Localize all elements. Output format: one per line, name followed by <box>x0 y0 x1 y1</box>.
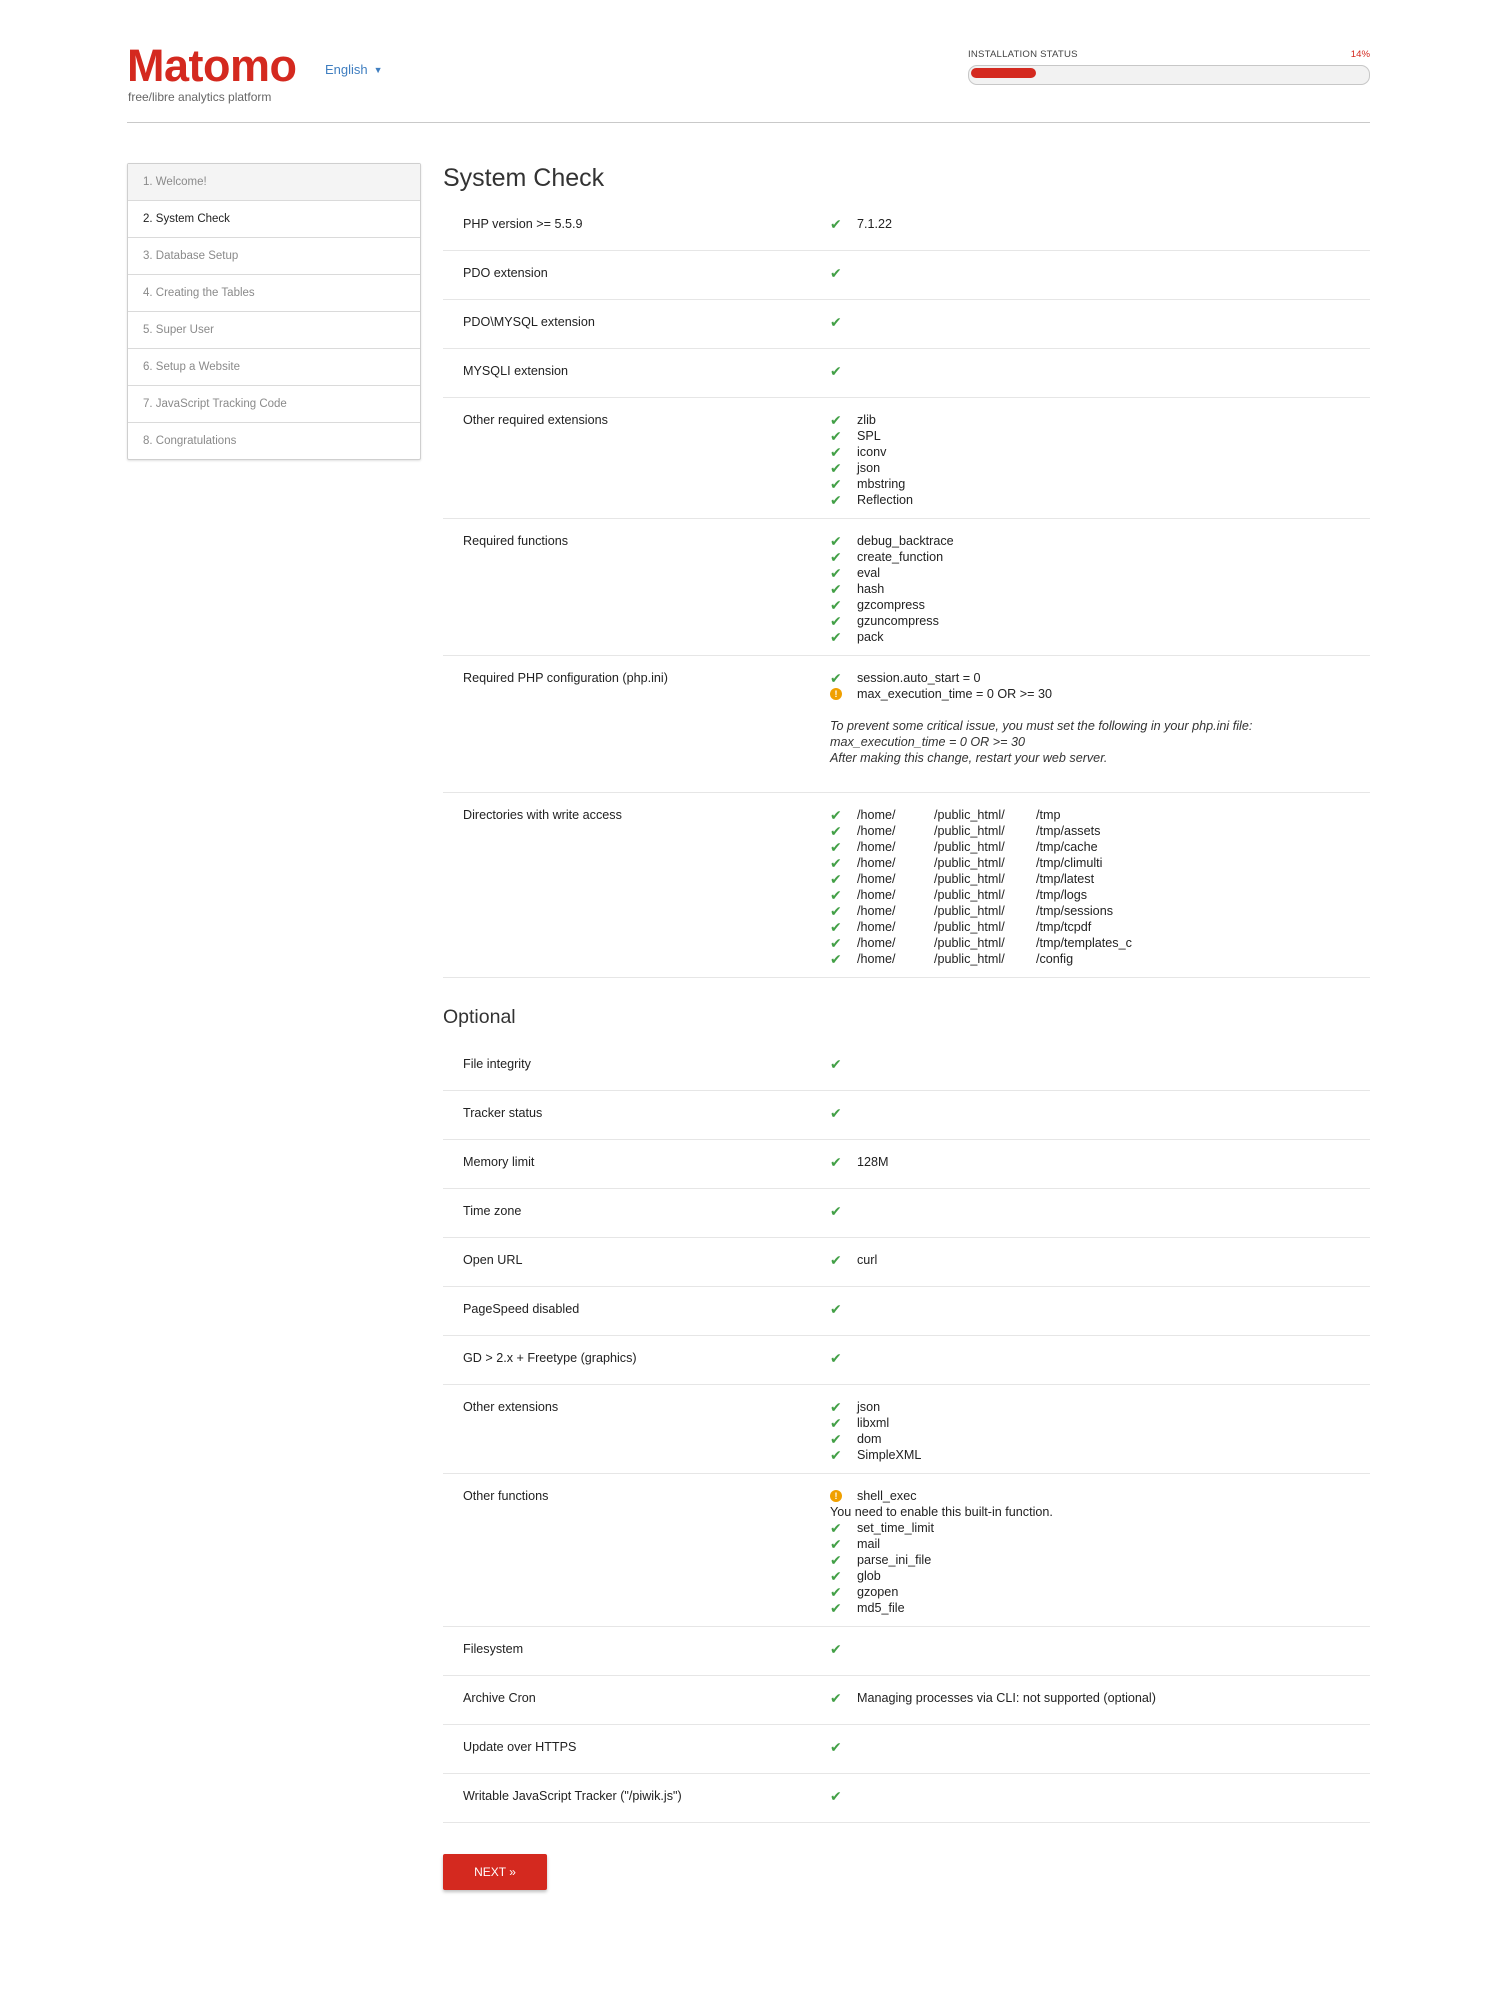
check-icon: ✔ <box>830 1056 842 1072</box>
check-item-text: glob <box>857 1569 881 1583</box>
directory-path-part: /tmp/logs <box>1036 888 1088 902</box>
directory-path <box>857 951 1073 967</box>
check-icon: ✔ <box>830 597 842 613</box>
check-value <box>830 1690 1370 1714</box>
check-value <box>830 412 1370 508</box>
check-item <box>830 492 1370 508</box>
check-item-text: SimpleXML <box>857 1448 922 1462</box>
check-row <box>443 1042 1370 1091</box>
check-label: Directories with write access <box>463 808 622 822</box>
check-item <box>830 597 1370 613</box>
check-item-text: iconv <box>857 445 887 459</box>
check-item <box>830 1415 1370 1431</box>
check-icon: ✔ <box>830 216 842 232</box>
logo-wordmark: Matomo <box>127 40 297 91</box>
check-item-text: Reflection <box>857 493 914 507</box>
check-item <box>830 1488 1370 1504</box>
check-icon: ✔ <box>830 412 842 428</box>
directory-path-part: /public_html/ <box>934 904 1005 918</box>
check-item-text: mail <box>857 1537 881 1551</box>
directory-path-part: /tmp/tcpdf <box>1036 920 1092 934</box>
directory-path <box>857 807 1061 823</box>
check-icon: ✔ <box>830 1536 842 1552</box>
check-row <box>443 1474 1370 1627</box>
check-icon: ✔ <box>830 1105 842 1121</box>
check-icon: ✔ <box>830 565 842 581</box>
directory-path-part: /home/ <box>857 936 896 950</box>
check-row <box>443 1140 1370 1189</box>
check-icon: ✔ <box>830 629 842 645</box>
check-item-text: dom <box>857 1432 882 1446</box>
system-check-list <box>443 202 1370 978</box>
directory-path-part: /tmp/sessions <box>1036 904 1113 918</box>
check-value <box>830 1252 1370 1276</box>
check-row <box>443 398 1370 519</box>
step-item[interactable]: 4. Creating the Tables <box>128 274 420 311</box>
check-row <box>443 202 1370 251</box>
check-row <box>443 349 1370 398</box>
check-row <box>443 656 1370 793</box>
check-icon: ✔ <box>830 1399 842 1415</box>
check-item <box>830 1520 1370 1536</box>
check-item-text: json <box>857 1400 881 1414</box>
check-value <box>830 1788 1370 1812</box>
config-note <box>830 718 1370 766</box>
check-item-text: hash <box>857 582 885 596</box>
check-item-text: gzopen <box>857 1585 899 1599</box>
check-item <box>830 1399 1370 1415</box>
check-icon: ✔ <box>830 1641 842 1657</box>
directory-item <box>830 887 1370 903</box>
check-icon: ✔ <box>830 670 842 686</box>
check-item <box>830 412 1370 428</box>
check-value <box>830 1739 1370 1763</box>
check-icon: ✔ <box>830 951 842 967</box>
optional-check-list <box>443 1042 1370 1823</box>
check-label: Writable JavaScript Tracker ("/piwik.js") <box>463 1789 682 1803</box>
check-row <box>443 793 1370 978</box>
directory-path-part: /home/ <box>857 840 896 854</box>
check-icon: ✔ <box>830 581 842 597</box>
directory-path <box>857 871 1094 887</box>
directory-path <box>857 887 1087 903</box>
check-item-text: 7.1.22 <box>857 217 893 231</box>
step-item[interactable]: 3. Database Setup <box>128 237 420 274</box>
step-item[interactable]: 7. JavaScript Tracking Code <box>128 385 420 422</box>
check-row <box>443 1091 1370 1140</box>
check-label: Update over HTTPS <box>463 1740 577 1754</box>
check-item <box>830 1584 1370 1600</box>
check-row <box>443 1725 1370 1774</box>
directory-path <box>857 823 1100 839</box>
directory-path <box>857 839 1098 855</box>
directory-path <box>857 919 1091 935</box>
check-icon: ✔ <box>830 1203 842 1219</box>
optional-section-title: Optional <box>443 1006 516 1028</box>
directory-item <box>830 903 1370 919</box>
check-label: Other required extensions <box>463 413 608 427</box>
check-icon: ✔ <box>830 492 842 508</box>
directory-path-part: /home/ <box>857 824 896 838</box>
directory-path-part: /public_html/ <box>934 808 1005 822</box>
directory-path-part: /tmp/cache <box>1036 840 1098 854</box>
check-icon: ✔ <box>830 549 842 565</box>
check-icon: ✔ <box>830 1415 842 1431</box>
check-icon: ✔ <box>830 839 842 855</box>
check-label: Required PHP configuration (php.ini) <box>463 671 668 685</box>
check-item <box>830 1350 1370 1366</box>
directory-path-part: /home/ <box>857 872 896 886</box>
check-item <box>830 686 1370 702</box>
check-item <box>830 1056 1370 1072</box>
check-icon: ✔ <box>830 1154 842 1170</box>
directory-path <box>857 903 1113 919</box>
check-icon: ✔ <box>830 1252 842 1268</box>
check-item <box>830 533 1370 549</box>
check-item <box>830 670 1370 686</box>
check-value <box>830 265 1370 289</box>
warning-icon: ! <box>830 1490 857 1502</box>
check-item <box>830 476 1370 492</box>
check-icon: ✔ <box>830 533 842 549</box>
check-icon: ✔ <box>830 887 842 903</box>
directory-item <box>830 919 1370 935</box>
check-item <box>830 549 1370 565</box>
check-item <box>830 1739 1370 1755</box>
check-value <box>830 1399 1370 1463</box>
check-icon: ✔ <box>830 444 842 460</box>
check-item <box>830 565 1370 581</box>
step-item[interactable]: 2. System Check <box>128 200 420 237</box>
check-item <box>830 581 1370 597</box>
check-value <box>830 314 1370 338</box>
check-label: Filesystem <box>463 1642 524 1656</box>
check-item-text: 128M <box>857 1155 889 1169</box>
check-item <box>830 428 1370 444</box>
check-row <box>443 300 1370 349</box>
check-item <box>830 1568 1370 1584</box>
installation-steps-nav <box>127 163 421 460</box>
check-row <box>443 1189 1370 1238</box>
check-row <box>443 1676 1370 1725</box>
directory-item <box>830 935 1370 951</box>
check-item <box>830 1252 1370 1268</box>
caret-down-icon: ▼ <box>373 65 383 75</box>
directory-path-part: /config <box>1036 952 1074 966</box>
check-label: Open URL <box>463 1253 523 1267</box>
check-item-text: json <box>857 461 881 475</box>
check-icon: ✔ <box>830 265 842 281</box>
check-icon: ✔ <box>830 1739 842 1755</box>
config-note-line: max_execution_time = 0 OR >= 30 <box>830 735 1025 749</box>
directory-path-part: /public_html/ <box>934 872 1005 886</box>
directory-path-part: /home/ <box>857 952 896 966</box>
warning-icon: ! <box>830 688 857 700</box>
check-icon: ✔ <box>830 1788 842 1804</box>
config-note-line: To prevent some critical issue, you must set the following in your php.ini file: <box>830 719 1253 733</box>
check-label: PageSpeed disabled <box>463 1302 580 1316</box>
check-icon: ✔ <box>830 314 842 330</box>
check-item-text: pack <box>857 630 884 644</box>
check-item-text: create_function <box>857 550 944 564</box>
check-label: PDO\MYSQL extension <box>463 315 595 329</box>
next-button[interactable]: NEXT » <box>443 1854 547 1890</box>
check-label: Tracker status <box>463 1106 543 1120</box>
installation-status-percent: 14% <box>1350 49 1370 60</box>
check-item <box>830 1690 1370 1706</box>
directory-path <box>857 935 1132 951</box>
check-item-text: gzcompress <box>857 598 925 612</box>
check-row <box>443 1287 1370 1336</box>
directory-item <box>830 951 1370 967</box>
directory-path-part: /public_html/ <box>934 920 1005 934</box>
logo[interactable] <box>127 40 297 104</box>
check-item-text: curl <box>857 1253 878 1267</box>
check-message: You need to enable this built-in function. <box>830 1505 1053 1519</box>
check-value <box>830 807 1370 967</box>
check-item-text: shell_exec <box>857 1489 917 1503</box>
check-icon: ✔ <box>830 1350 842 1366</box>
check-icon: ✔ <box>830 807 842 823</box>
check-label: Other extensions <box>463 1400 559 1414</box>
main-content <box>443 160 1370 1890</box>
check-item-text: Managing processes via CLI: not supported (optional) <box>857 1691 1156 1705</box>
check-item-text: session.auto_start = 0 <box>857 671 981 685</box>
check-row <box>443 1774 1370 1823</box>
check-value <box>830 1488 1370 1616</box>
installation-progress-bar <box>968 65 1370 85</box>
check-icon: ✔ <box>830 476 842 492</box>
check-icon: ✔ <box>830 1552 842 1568</box>
check-icon: ✔ <box>830 919 842 935</box>
directory-item <box>830 871 1370 887</box>
directory-item <box>830 855 1370 871</box>
directory-path-part: /home/ <box>857 920 896 934</box>
page-title: System Check <box>443 164 605 192</box>
check-item <box>830 1788 1370 1804</box>
config-note-line: After making this change, restart your web server. <box>830 751 1108 765</box>
check-label: MYSQLI extension <box>463 364 568 378</box>
check-label: GD > 2.x + Freetype (graphics) <box>463 1351 637 1365</box>
language-selector[interactable] <box>325 62 383 77</box>
check-item <box>830 1203 1370 1219</box>
directory-path-part: /home/ <box>857 856 896 870</box>
logo-tagline: free/libre analytics platform <box>128 90 272 104</box>
check-item-text: parse_ini_file <box>857 1553 932 1567</box>
check-item-text: SPL <box>857 429 881 443</box>
check-icon: ✔ <box>830 935 842 951</box>
directory-item <box>830 839 1370 855</box>
directory-path-part: /public_html/ <box>934 952 1005 966</box>
check-row <box>443 519 1370 656</box>
check-item <box>830 216 1370 232</box>
check-label: Time zone <box>463 1204 522 1218</box>
check-icon: ✔ <box>830 1431 842 1447</box>
check-item <box>830 444 1370 460</box>
check-item-text: set_time_limit <box>857 1521 934 1535</box>
check-value <box>830 1203 1370 1227</box>
directory-path-part: /home/ <box>857 808 896 822</box>
check-item <box>830 1641 1370 1657</box>
check-item-text: md5_file <box>857 1601 905 1615</box>
directory-path-part: /public_html/ <box>934 824 1005 838</box>
directory-path-part: /home/ <box>857 904 896 918</box>
step-item[interactable]: 5. Super User <box>128 311 420 348</box>
check-icon: ✔ <box>830 1568 842 1584</box>
directory-item <box>830 823 1370 839</box>
check-item <box>830 265 1370 281</box>
check-label: File integrity <box>463 1057 531 1071</box>
check-item <box>830 460 1370 476</box>
check-icon: ✔ <box>830 823 842 839</box>
check-item-text: gzuncompress <box>857 614 939 628</box>
directory-path-part: /public_html/ <box>934 936 1005 950</box>
check-icon: ✔ <box>830 1690 842 1706</box>
check-value <box>830 1641 1370 1665</box>
installation-progress-fill <box>971 68 1036 78</box>
check-item <box>830 613 1370 629</box>
check-item-text: mbstring <box>857 477 906 491</box>
check-row <box>443 251 1370 300</box>
check-value <box>830 533 1370 645</box>
check-item <box>830 1431 1370 1447</box>
check-icon: ✔ <box>830 1520 842 1536</box>
check-icon: ✔ <box>830 1600 842 1616</box>
installation-status-label: INSTALLATION STATUS <box>968 49 1078 60</box>
check-value <box>830 363 1370 387</box>
check-row <box>443 1385 1370 1474</box>
check-item <box>830 1552 1370 1568</box>
check-item-text: eval <box>857 566 881 580</box>
check-item <box>830 1536 1370 1552</box>
check-item <box>830 363 1370 379</box>
check-icon: ✔ <box>830 363 842 379</box>
check-value <box>830 1154 1370 1178</box>
check-item-text: debug_backtrace <box>857 534 954 548</box>
check-icon: ✔ <box>830 613 842 629</box>
check-icon: ✔ <box>830 460 842 476</box>
step-item[interactable]: 1. Welcome! <box>128 164 420 200</box>
check-label: Memory limit <box>463 1155 535 1169</box>
check-value <box>830 1056 1370 1080</box>
check-row <box>443 1627 1370 1676</box>
check-item-text: max_execution_time = 0 OR >= 30 <box>857 687 1052 701</box>
directory-path <box>857 855 1102 871</box>
step-item[interactable]: 6. Setup a Website <box>128 348 420 385</box>
check-label: Other functions <box>463 1489 549 1503</box>
directory-path-part: /tmp/latest <box>1036 872 1095 886</box>
check-icon: ✔ <box>830 1301 842 1317</box>
header <box>127 0 1370 123</box>
check-label: Archive Cron <box>463 1691 536 1705</box>
directory-path-part: /public_html/ <box>934 888 1005 902</box>
check-label: Required functions <box>463 534 569 548</box>
check-value <box>830 1301 1370 1325</box>
directory-path-part: /tmp <box>1036 808 1061 822</box>
check-item <box>830 1600 1370 1616</box>
directory-path-part: /tmp/climulti <box>1036 856 1103 870</box>
directory-path-part: /public_html/ <box>934 840 1005 854</box>
check-item <box>830 1301 1370 1317</box>
directory-path-part: /tmp/templates_c <box>1036 936 1132 950</box>
installation-status <box>968 49 1370 85</box>
check-item <box>830 314 1370 330</box>
step-item[interactable]: 8. Congratulations <box>128 422 420 459</box>
check-icon: ✔ <box>830 903 842 919</box>
directory-path-part: /tmp/assets <box>1036 824 1101 838</box>
directory-path-part: /public_html/ <box>934 856 1005 870</box>
check-value <box>830 216 1370 240</box>
check-value <box>830 1105 1370 1129</box>
check-item <box>830 1105 1370 1121</box>
directory-path-part: /home/ <box>857 888 896 902</box>
check-item <box>830 1447 1370 1463</box>
page <box>127 0 1370 1879</box>
check-item-text: libxml <box>857 1416 890 1430</box>
check-label: PDO extension <box>463 266 548 280</box>
check-icon: ✔ <box>830 1447 842 1463</box>
language-label: English <box>325 62 368 77</box>
check-icon: ✔ <box>830 428 842 444</box>
check-label: PHP version >= 5.5.9 <box>463 217 583 231</box>
check-icon: ✔ <box>830 1584 842 1600</box>
check-icon: ✔ <box>830 871 842 887</box>
check-item <box>830 629 1370 645</box>
check-value <box>830 670 1370 766</box>
check-item <box>830 1154 1370 1170</box>
directory-item <box>830 807 1370 823</box>
check-icon: ✔ <box>830 855 842 871</box>
check-item-text: zlib <box>857 413 876 427</box>
check-value <box>830 1350 1370 1374</box>
check-row <box>443 1336 1370 1385</box>
check-row <box>443 1238 1370 1287</box>
